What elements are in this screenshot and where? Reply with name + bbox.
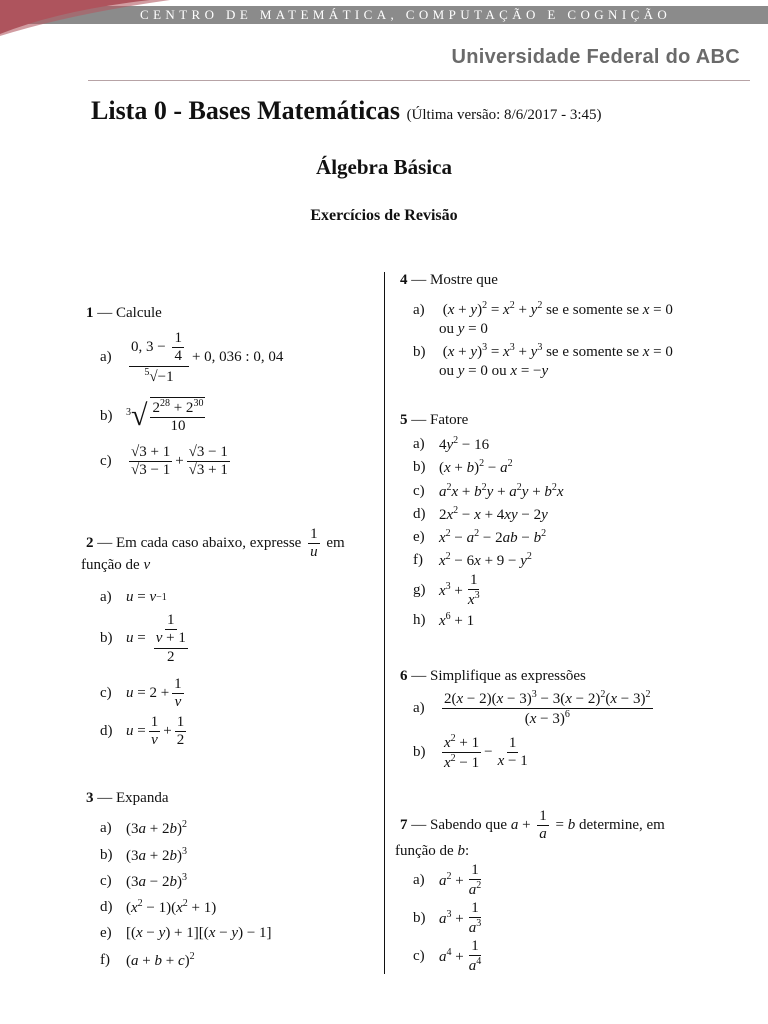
q7-item-a: a) $a^2$ + $\frac{1}{a^2}$ <box>413 862 482 899</box>
question-text: Expanda <box>116 790 169 806</box>
subsection-title: Exercícios de Revisão <box>310 207 458 224</box>
q5-item-d: d) $2x^2 - x + 4xy - 2y$ <box>413 505 548 523</box>
question-text: Em cada caso abaixo, expresse <box>116 535 302 552</box>
question-text: Fatore <box>430 412 469 428</box>
q4-text: se e somente se <box>546 344 639 360</box>
university-name: Universidade Federal do ABC <box>451 46 740 68</box>
question-1: 1 — Calcule <box>86 305 162 321</box>
item-label: b) <box>100 630 113 647</box>
item-label: h) <box>413 612 426 628</box>
question-3: 3 — Expanda <box>86 790 169 806</box>
q4-text: ou <box>439 363 454 379</box>
item-label: b) <box>413 910 426 927</box>
question-4: 4 — Mostre que <box>400 272 498 288</box>
question-text: função de <box>81 557 140 573</box>
item-label: f) <box>413 552 423 568</box>
q3-item-d: d) $(x^2 - 1)(x^2 + 1)$ <box>100 898 217 916</box>
item-label: b) <box>413 744 426 761</box>
question-7: 7 — Sabendo que a + $\frac{1}{a}$ = b determine, em <box>400 808 665 843</box>
page-title <box>91 96 602 126</box>
item-label: a) <box>100 589 112 605</box>
item-label: g) <box>413 582 426 599</box>
q5-item-b: b) $(x + b)^2 - a^2$ <box>413 458 513 476</box>
item-label: b) <box>100 407 113 424</box>
item-label: a) <box>413 302 425 318</box>
question-text: determine, em <box>579 817 665 834</box>
question-text: Sabendo que <box>430 817 508 834</box>
q5-item-e: e) $x^2 - a^2 - 2ab - b^2$ <box>413 528 547 546</box>
center-name: CENTRO DE MATEMÁTICA, COMPUTAÇÃO E COGNIÇÃO <box>140 7 672 22</box>
title-text: Lista 0 - Bases Matemáticas <box>91 96 401 125</box>
q1-item-a: a) 0, 3 − $\frac{1}{4}$ $^5$√−1 + 0, 036 : 0, 04 <box>100 330 284 385</box>
item-label: c) <box>413 948 425 965</box>
item-label: e) <box>413 529 425 545</box>
question-7-line2: função de b: <box>395 843 470 859</box>
question-text: função de <box>395 843 454 859</box>
q5-item-h: h) $x^6 + 1$ <box>413 611 475 629</box>
q5-item-g: g) $x^3$ + $\frac{1}{x^3}$ <box>413 572 480 609</box>
question-2: 2 — Em cada caso abaixo, expresse $\frac{1}{u}$ em <box>86 526 345 561</box>
version-text: (Última versão: 8/6/2017 - 3:45) <box>406 107 602 123</box>
question-text: Calcule <box>116 305 162 321</box>
q5-item-a: a) $4y^2 - 16$ <box>413 435 490 453</box>
question-number: 2 <box>86 535 94 552</box>
item-label: e) <box>100 925 112 941</box>
q3-item-f: f) $(a + b + c)^2$ <box>100 951 195 969</box>
question-5: 5 — Fatore <box>400 412 469 428</box>
item-label: c) <box>100 873 112 889</box>
question-number: 7 <box>400 817 408 834</box>
item-label: d) <box>100 723 113 740</box>
item-label: c) <box>100 685 112 702</box>
question-text: Mostre que <box>430 272 498 288</box>
item-label: b) <box>100 847 113 863</box>
question-number: 5 <box>400 412 408 428</box>
q4-text: se e somente se <box>546 302 639 318</box>
question-number: 3 <box>86 790 94 806</box>
q6-item-b: b) $\frac{x^2 + 1}{x^2 - 1}$ − $\frac{1}{x - 1}$ <box>413 733 528 772</box>
item-label: f) <box>100 952 110 968</box>
question-number: 6 <box>400 668 408 684</box>
q2-item-d: d) u = $\frac{1}{v}$ + $\frac{1}{2}$ <box>100 714 185 749</box>
q3-item-b: b) $(3a + 2b)^3$ <box>100 846 187 864</box>
item-label: c) <box>413 483 425 499</box>
q4-item-b: b) $(x + y)^3 = x^3 + y^3$ se e somente se x = 0 ou y = 0 ou x = −y <box>413 342 673 379</box>
question-2-line2: função de v <box>81 557 151 573</box>
item-label: a) <box>413 700 425 717</box>
item-label: b) <box>413 459 426 475</box>
item-label: d) <box>100 899 113 915</box>
q4-item-a: a) $(x + y)^2 = x^2 + y^2$ se e somente se x = 0 ou y = 0 <box>413 300 673 337</box>
q1-item-b: b) $^3$ √ $\frac{2^{28} + 2^{30}}{10}$ <box>100 398 204 435</box>
q7-item-b: b) $a^3$ + $\frac{1}{a^3}$ <box>413 900 482 937</box>
q7-item-c: c) $a^4$ + $\frac{1}{a^4}$ <box>413 938 482 975</box>
q6-item-a: a) $\frac{2(x - 2)(x - 3)^3 - 3(x - 2)^2(x - 3)^2}{(x - 3)^6}$ <box>413 689 651 728</box>
section-title: Álgebra Básica <box>316 155 452 179</box>
item-label: d) <box>413 506 426 522</box>
header-rule <box>88 80 750 81</box>
item-label: a) <box>413 436 425 452</box>
item-label: b) <box>413 344 426 360</box>
q3-item-e: e) [(x − y) + 1][(x − y) − 1] <box>100 925 272 941</box>
q4-text: ou <box>439 321 454 337</box>
question-number: 1 <box>86 305 94 321</box>
item-label: c) <box>100 453 112 470</box>
item-label: a) <box>413 872 425 889</box>
item-label: a) <box>100 820 112 836</box>
q2-item-b: b) u = $\frac{1}{\frac{v + 1}{2}}$ <box>100 612 186 665</box>
q2-item-c: c) u = 2 + $\frac{1}{v}$ <box>100 676 182 711</box>
q3-item-c: c) $(3a - 2b)^3$ <box>100 872 187 890</box>
q3-item-a: a) $(3a + 2b)^2$ <box>100 819 187 837</box>
column-divider <box>384 272 385 974</box>
question-6: 6 — Simplifique as expressões <box>400 668 586 684</box>
q1-item-c: c) $\frac{√3 + 1}{√3 - 1}$ + $\frac{√3 - 1}{√3 + 1}$ <box>100 444 228 479</box>
question-text: Simplifique as expressões <box>430 668 586 684</box>
q2-item-a: a) u = v −1 <box>100 589 167 605</box>
question-number: 4 <box>400 272 408 288</box>
q5-item-f: f) $x^2 - 6x + 9 - y^2$ <box>413 551 532 569</box>
question-text: em <box>326 535 345 552</box>
q5-item-c: c) $a^2x + b^2y + a^2y + b^2x$ <box>413 482 564 500</box>
item-label: a) <box>100 349 112 366</box>
